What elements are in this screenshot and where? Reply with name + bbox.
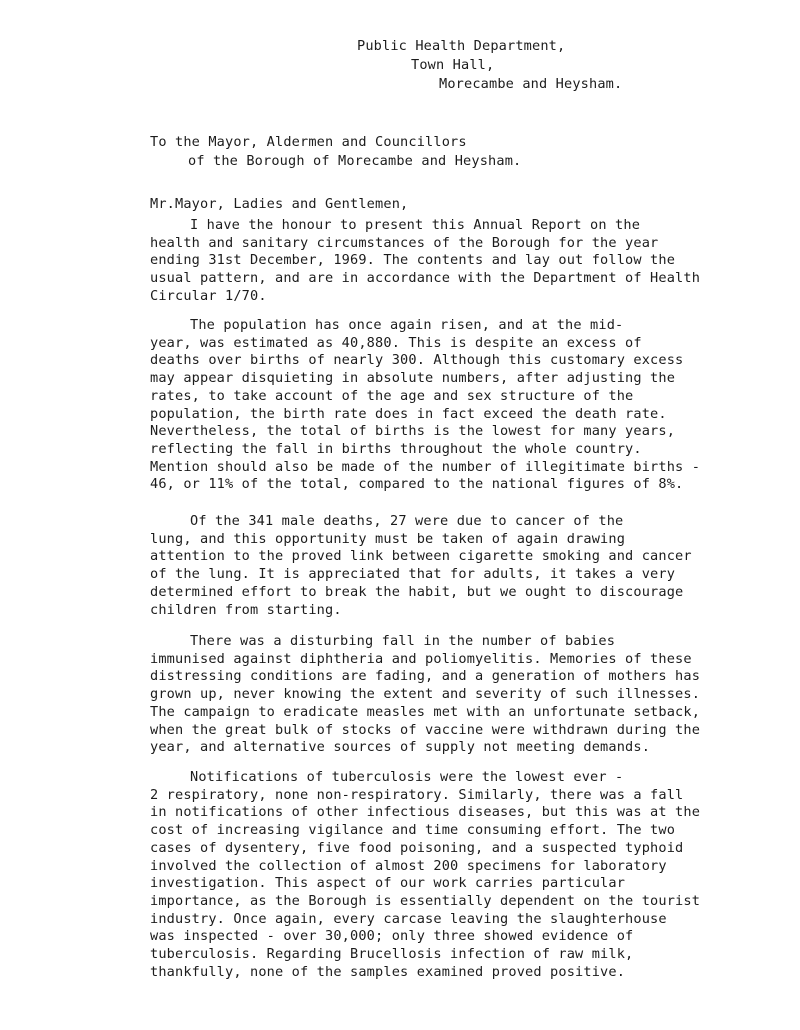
text-line: in notifications of other infectious diseases, but this was at the: [150, 804, 701, 821]
text-line: cases of dysentery, five food poisoning, and a suspected typhoid: [150, 839, 684, 856]
text-line: health and sanitary circumstances of the Borough for the year: [150, 234, 659, 251]
text-line: ending 31st December, 1969. The contents and lay out follow the: [150, 252, 676, 269]
text-line: 2 respiratory, none non-respiratory. Similarly, there was a fall: [150, 786, 684, 803]
address-line: Public Health Department,: [357, 38, 566, 54]
text-line: involved the collection of almost 200 specimens for laboratory: [150, 857, 667, 874]
text-line: There was a disturbing fall in the number of babies: [190, 633, 616, 649]
text-line: I have the honour to present this Annual Report on the: [190, 217, 641, 233]
text-line: rates, to take account of the age and sex structure of the: [150, 387, 634, 404]
text-line: 46, or 11% of the total, compared to the national figures of 8%.: [150, 476, 684, 493]
addressee-line: To the Mayor, Aldermen and Councillors: [150, 134, 467, 150]
text-line: grown up, never knowing the extent and severity of such illnesses.: [150, 686, 701, 703]
text-line: Circular 1/70.: [150, 287, 267, 304]
text-line: children from starting.: [150, 601, 342, 618]
text-line: population, the birth rate does in fact exceed the death rate.: [150, 405, 667, 422]
text-line: year, was estimated as 40,880. This is despite an excess of: [150, 334, 642, 351]
address-line: Town Hall,: [411, 57, 495, 73]
address-line: Morecambe and Heysham.: [439, 76, 623, 92]
text-line: Of the 341 male deaths, 27 were due to cancer of the: [190, 513, 624, 529]
text-line: The population has once again risen, and at the mid-: [190, 317, 624, 333]
text-line: of the lung. It is appreciated that for adults, it takes a very: [150, 566, 676, 583]
text-line: distressing conditions are fading, and a generation of mothers has: [150, 668, 701, 685]
text-line: Nevertheless, the total of births is the lowest for many years,: [150, 423, 676, 440]
salutation: Mr.Mayor, Ladies and Gentlemen,: [150, 196, 409, 212]
text-line: may appear disquieting in absolute numbers, after adjusting the: [150, 370, 676, 387]
text-line: lung, and this opportunity must be taken of again drawing: [150, 530, 626, 547]
text-line: determined effort to break the habit, but we ought to discourage: [150, 583, 684, 600]
text-line: industry. Once again, every carcase leaving the slaughterhouse: [150, 910, 667, 927]
text-line: when the great bulk of stocks of vaccine were withdrawn during the: [150, 721, 701, 738]
text-line: tuberculosis. Regarding Brucellosis infection of raw milk,: [150, 946, 634, 962]
text-line: Notifications of tuberculosis were the lowest ever -: [190, 769, 624, 785]
text-line: immunised against diphtheria and poliomyelitis. Memories of these: [150, 650, 692, 667]
text-line: year, and alternative sources of supply not meeting demands.: [150, 739, 651, 756]
text-line: thankfully, none of the samples examined proved positive.: [150, 963, 626, 980]
text-line: deaths over births of nearly 300. Although this customary excess: [150, 352, 684, 369]
addressee-line: of the Borough of Morecambe and Heysham.: [188, 153, 522, 169]
text-line: cost of increasing vigilance and time consuming effort. The two: [150, 822, 676, 839]
text-line: The campaign to eradicate measles met with an unfortunate setback,: [150, 703, 701, 720]
text-line: was inspected - over 30,000; only three showed evidence of: [150, 928, 634, 945]
text-line: importance, as the Borough is essentially dependent on the tourist: [150, 892, 701, 909]
text-line: investigation. This aspect of our work carries particular: [150, 875, 626, 892]
text-line: usual pattern, and are in accordance with the Department of Health: [150, 270, 701, 287]
text-line: attention to the proved link between cigarette smoking and cancer: [150, 548, 692, 565]
text-line: reflecting the fall in births throughout the whole country.: [150, 440, 642, 457]
text-line: Mention should also be made of the number of illegitimate births -: [150, 458, 701, 475]
